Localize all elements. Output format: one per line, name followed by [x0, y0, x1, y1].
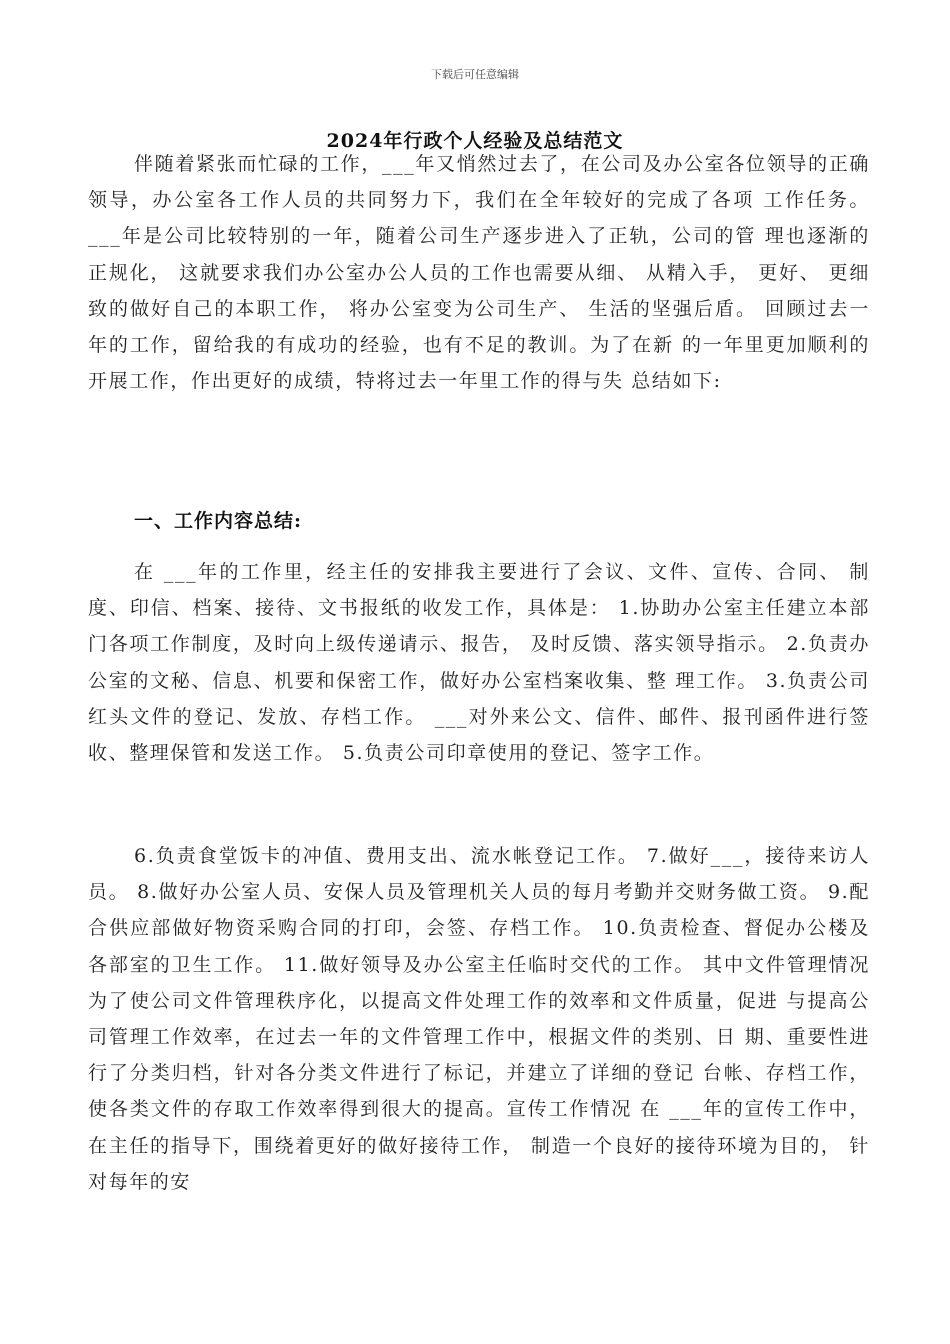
work-content-paragraph-2: 6.负责食堂饭卡的冲值、费用支出、流水帐登记工作。 7.做好___，接待来访人员。 8.做好办公室人员、安保人员及管理机关人员的每月考勤并交财务做工资。 9.配合供应部做好物资采购合同的打印，会签、存档工作。 10.负责检查、督促办公楼及各部室的卫生工作。 11.做好领导及办公室主任临时交代的工作。 其中文件管理情况 为了使公司文件管理秩序化，以提高文件处理工作的效率和文件质量，促进 与提高公司管理工作效率，在过去一年的文件管理工作中，根据文件的类别、日 期、重要性进行了分类归档，针对各分类文件进行了标记，并建立了详细的登记 台帐、存档工作，使各类文件的存取工作效率得到很大的提高。宣传工作情况 在 ___年的宣传工作中，在主任的指导下，围绕着更好的做好接待工作， 制造一个良好的接待环境为目的， 针对每年的安 — [88, 845, 870, 1193]
work-content-paragraph-1: 在 ___年的工作里，经主任的安排我主要进行了会议、文件、宣传、合同、 制度、印信、档案、接待、文书报纸的收发工作，具体是： 1.协助办公室主任建立本部门各项工作制度，及时向上级传递请示、报告， 及时反馈、落实领导指示。 2.负责办公室的文秘、信息、机要和保密工作，做好办公室档案收集、整 理工作。 3.负责公司红头文件的登记、发放、存档工作。 ___对外来公文、信件、邮件、报刊函件进行签收、整理保管和发送工作。 5.负责公司印章使用的登记、签字工作。 — [88, 561, 870, 765]
page-header-note: 下载后可任意编辑 — [431, 68, 519, 81]
document-title: 2024年行政个人经验及总结范文 — [326, 130, 624, 152]
intro-paragraph: 伴随着紧张而忙碌的工作，___年又悄然过去了，在公司及办公室各位领导的正确领导，办公室各工作人员的共同努力下，我们在全年较好的完成了各项 工作任务。 ___年是公司比较特别的一年，随着公司生产逐步进入了正轨，公司的管 理也逐渐的正规化， 这就要求我们办公室办公人员的工作也需要从细、 从精入手， 更好、 更细致的做好自己的本职工作， 将办公室变为公司生产、 生活的坚强后盾。 回顾过去一年的工作，留给我的有成功的经验，也有不足的教训。为了在新 的一年里更加顺利的开展工作，作出更好的成绩，特将过去一年里工作的得与失 总结如下: — [88, 153, 870, 393]
section-heading-work-summary: 一、工作内容总结: — [134, 510, 303, 532]
